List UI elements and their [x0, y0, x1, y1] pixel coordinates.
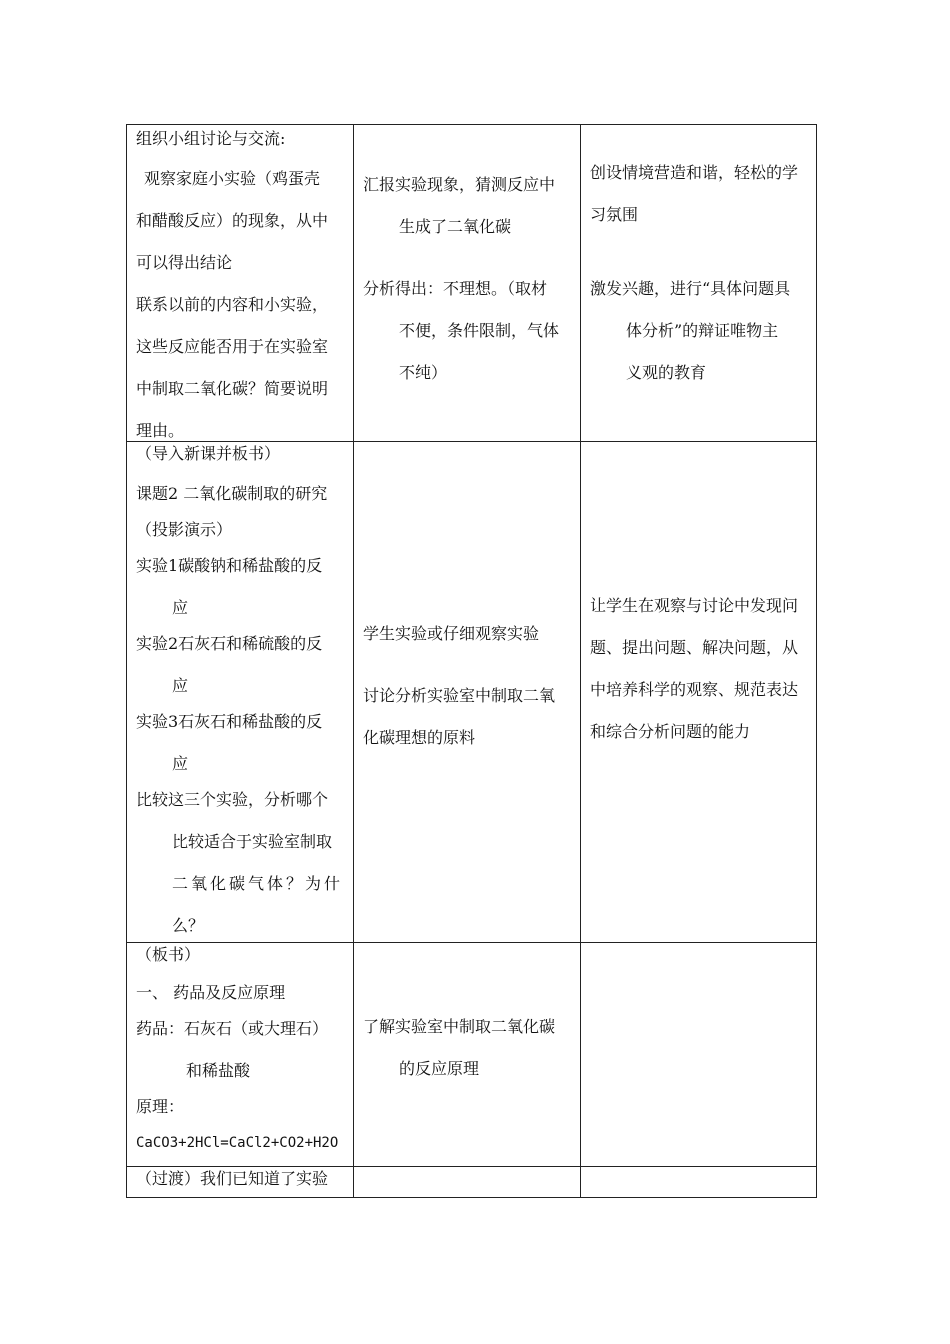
cell-line: 应 — [172, 598, 189, 617]
student-activity-cell — [354, 1167, 581, 1198]
cell-line: 题、提出问题、解决问题，从 — [590, 638, 799, 657]
cell-line: 应 — [172, 754, 189, 773]
cell-line: （过渡）我们已知道了实验 — [136, 1169, 329, 1188]
cell-line: （导入新课并板书） — [136, 444, 281, 463]
cell-line: 的反应原理 — [399, 1059, 480, 1078]
table-row — [127, 943, 817, 1167]
cell-line: 一、 药品及反应原理 — [136, 983, 286, 1002]
cell-line: 了解实验室中制取二氧化碳 — [363, 1017, 556, 1036]
cell-line: 实验2石灰石和稀硫酸的反 — [136, 634, 323, 653]
lesson-plan-table — [126, 124, 817, 1198]
table-row — [127, 1167, 817, 1198]
cell-line: 体分析”的辩证唯物主 — [626, 321, 779, 340]
cell-line: 药品：石灰石（或大理石） — [136, 1019, 329, 1038]
cell-line: 组织小组讨论与交流: — [136, 129, 286, 148]
cell-line: 激发兴趣，进行“具体问题具 — [590, 279, 791, 298]
cell-line: 应 — [172, 676, 189, 695]
cell-line: 这些反应能否用于在实验室 — [136, 337, 329, 356]
cell-line: 中制取二氧化碳？简要说明 — [136, 379, 329, 398]
design-intent-cell — [581, 1167, 817, 1198]
cell-line: 么？ — [172, 916, 205, 935]
cell-line: 分析得出：不理想。（取材 — [363, 279, 548, 298]
cell-line: 汇报实验现象，猜测反应中 — [363, 175, 556, 194]
teacher-activity-cell — [127, 1167, 354, 1198]
cell-line: 中培养科学的观察、规范表达 — [590, 680, 799, 699]
cell-line: 习氛围 — [590, 205, 639, 224]
student-activity-cell — [354, 125, 581, 442]
cell-line: 原理： — [136, 1097, 185, 1116]
cell-line: 和稀盐酸 — [186, 1061, 251, 1080]
student-activity-cell — [354, 943, 581, 1167]
table-row — [127, 125, 817, 442]
cell-line: 二氧化碳气体？为什 — [172, 874, 344, 893]
cell-line: 课题2 二氧化碳制取的研究 — [136, 484, 328, 503]
chemical-equation: CaCO3+2HCl=CaCl2+CO2+H2O — [136, 1135, 339, 1151]
teacher-activity-cell — [127, 125, 354, 442]
cell-line: 比较这三个实验，分析哪个 — [136, 790, 329, 809]
cell-line: 不纯） — [399, 363, 448, 382]
teacher-activity-cell — [127, 442, 354, 943]
cell-line: 比较适合于实验室制取 — [172, 832, 333, 851]
cell-line: 联系以前的内容和小实验， — [136, 295, 329, 314]
cell-line: 实验3石灰石和稀盐酸的反 — [136, 712, 323, 731]
cell-line: 生成了二氧化碳 — [399, 217, 512, 236]
cell-line: 可以得出结论 — [136, 253, 233, 272]
cell-line: 实验1碳酸钠和稀盐酸的反 — [136, 556, 323, 575]
cell-line: 和醋酸反应）的现象，从中 — [136, 211, 329, 230]
cell-line: 和综合分析问题的能力 — [590, 722, 751, 741]
cell-line: 学生实验或仔细观察实验 — [363, 624, 540, 643]
design-intent-cell — [581, 943, 817, 1167]
cell-line: （板书） — [136, 945, 201, 964]
cell-line: 观察家庭小实验（鸡蛋壳 — [144, 169, 321, 188]
cell-line: 理由。 — [136, 421, 185, 440]
table-row — [127, 442, 817, 943]
cell-line: 让学生在观察与讨论中发现问 — [590, 596, 799, 615]
student-activity-cell — [354, 442, 581, 943]
cell-line: 讨论分析实验室中制取二氧 — [363, 686, 556, 705]
cell-line: 化碳理想的原料 — [363, 728, 476, 747]
design-intent-cell — [581, 442, 817, 943]
cell-line: （投影演示） — [136, 520, 233, 539]
teacher-activity-cell — [127, 943, 354, 1167]
cell-line: 创设情境营造和谐，轻松的学 — [590, 163, 799, 182]
cell-line: 义观的教育 — [626, 363, 707, 382]
cell-line: 不便，条件限制，气体 — [399, 321, 560, 340]
design-intent-cell — [581, 125, 817, 442]
